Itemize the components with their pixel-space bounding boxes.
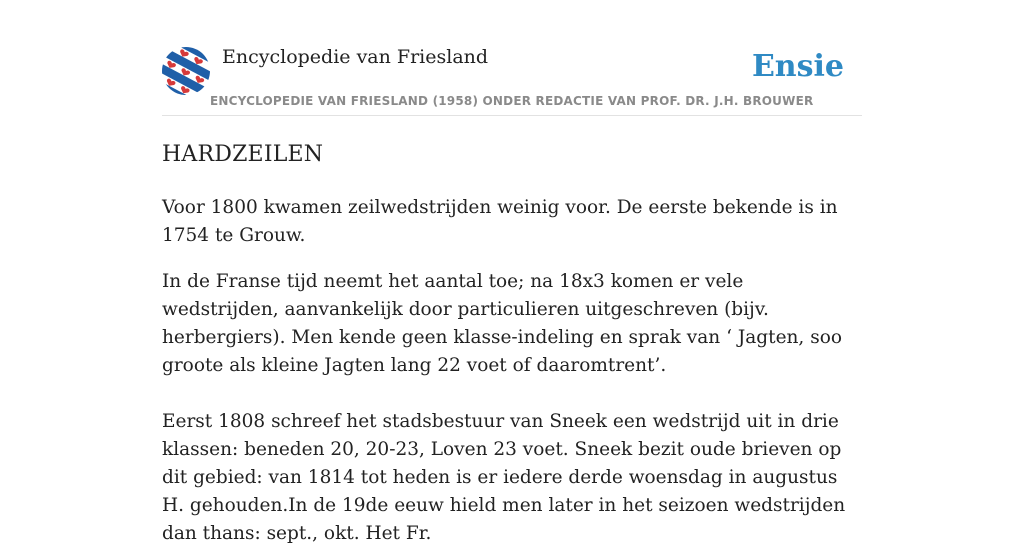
- site-header: [162, 44, 862, 116]
- article-paragraph: Voor 1800 kwamen zeilwedstrijden weinig voor. De eerste bekende is in 1754 te Grouw.: [162, 197, 838, 246]
- ensie-logo[interactable]: Ensie: [751, 49, 844, 84]
- article-title: HARDZEILEN: [162, 142, 324, 167]
- site-title[interactable]: Encyclopedie van Friesland: [222, 46, 489, 68]
- frisian-flag-icon[interactable]: [162, 47, 210, 95]
- source-subtitle: ENCYCLOPEDIE VAN FRIESLAND (1958) ONDER REDACTIE VAN PROF. DR. J.H. BROUWER: [210, 94, 814, 108]
- article-paragraph: In de Franse tijd neemt het aantal toe; na 18x3 komen er vele wedstrijden, aanvankelijk door particulieren uitgeschreven (bijv. herbergiers). Men kende geen klasse-indeling en sprak van ‘ Jagten, soo groote als kleine Jagten lang 22 voet of daaromtrent’. Eerst 1808 schreef het stadsbestuur van Sneek een wedstrijd uit in drie klassen: beneden 20, 20-23, Loven 23 voet. Sneek bezit oude brieven op dit gebied: van 1814 tot heden is er iedere derde woensdag in augustus H. gehouden.In de 19de eeuw hield men later in het seizoen wedstrijden dan thans: sept., okt. Het Fr.: [162, 271, 846, 544]
- article-content: [162, 136, 862, 548]
